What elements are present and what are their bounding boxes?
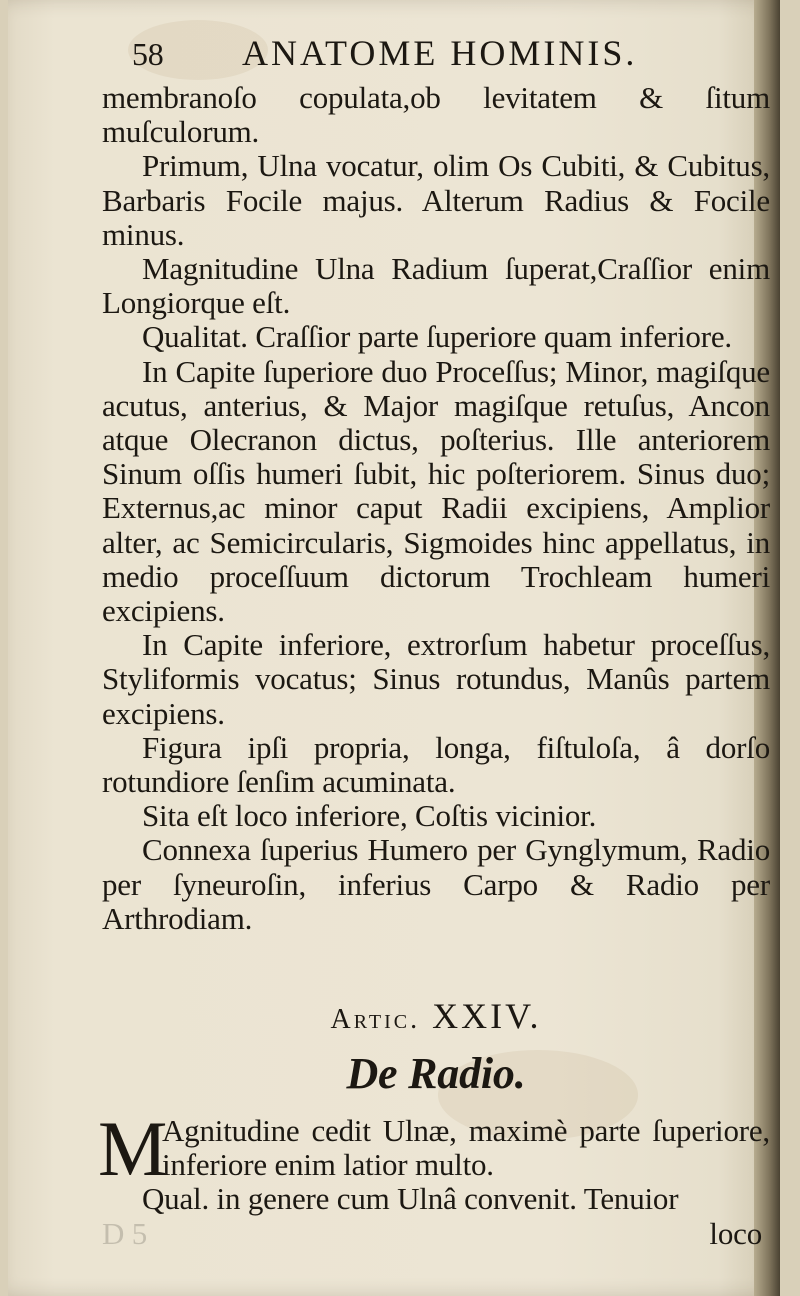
paragraph xyxy=(98,1105,770,1193)
page-text xyxy=(98,28,770,1251)
paragraph: membranoſo copulata,ob levitatem & ſitum muſculorum. xyxy=(102,80,770,150)
page-footer xyxy=(102,1217,770,1251)
running-title: ANATOME HOMINIS. xyxy=(242,33,638,73)
paragraph: Qualitat. Craſſior parte ſuperiore quam inferiore. xyxy=(142,319,732,355)
article-label: Artic. xyxy=(330,1004,421,1036)
paragraph: Connexa ſuperius Humero per Gynglymum, Radio per ſyneuroſin, inferius Carpo & Radio per Arthrodiam. xyxy=(102,832,770,936)
section-text xyxy=(98,1105,770,1217)
page-header xyxy=(102,28,770,79)
paragraph: In Capite ſuperiore duo Proceſſus; Minor, magiſque acutus, anterius, & Major magiſque retuſus, Ancon atque Olecranon dictus, poſterius. Ille anteriorem Sinum oſſis humeri ſubit, hic poſteriorem. Sinus duo; Externus,ac minor caput Radii excipiens, Amplior alter, ac Semicircularis, Sigmoides hinc appellatus, in medio proceſſuum dictorum Trochleam humeri excipiens. xyxy=(102,353,770,629)
page-number: 58 xyxy=(132,36,164,72)
paragraph: Sita eſt loco inferiore, Coſtis vicinior. xyxy=(142,798,597,834)
main-text xyxy=(102,81,770,936)
article-heading xyxy=(102,994,770,1042)
paragraph-text: Agnitudine cedit Ulnæ, maximè parte ſuperiore, inferiore enim latior multo. xyxy=(162,1113,770,1183)
drop-cap: M xyxy=(98,1105,168,1193)
paragraph: Primum, Ulna vocatur, olim Os Cubiti, & Cubitus, Barbaris Focile majus. Alterum Radius & Focile minus. xyxy=(102,148,770,252)
section-title: De Radio. xyxy=(346,1049,526,1099)
paragraph: Figura ipſi propria, longa, fiſtuloſa, â dorſo rotundiore ſenſim acuminata. xyxy=(102,729,770,800)
paragraph: Qual. in genere cum Ulnâ convenit. Tenuior xyxy=(142,1181,679,1217)
catchword: loco xyxy=(709,1215,762,1251)
article-number: XXIV. xyxy=(432,996,542,1037)
signature-mark: D 5 xyxy=(102,1215,148,1251)
paragraph: In Capite inferiore, extrorſum habetur proceſſus, Styliformis vocatus; Sinus rotundus, Manûs partem excipiens. xyxy=(102,627,770,731)
paragraph: Magnitudine Ulna Radium ſuperat,Craſſior enim Longiorque eſt. xyxy=(102,251,770,321)
